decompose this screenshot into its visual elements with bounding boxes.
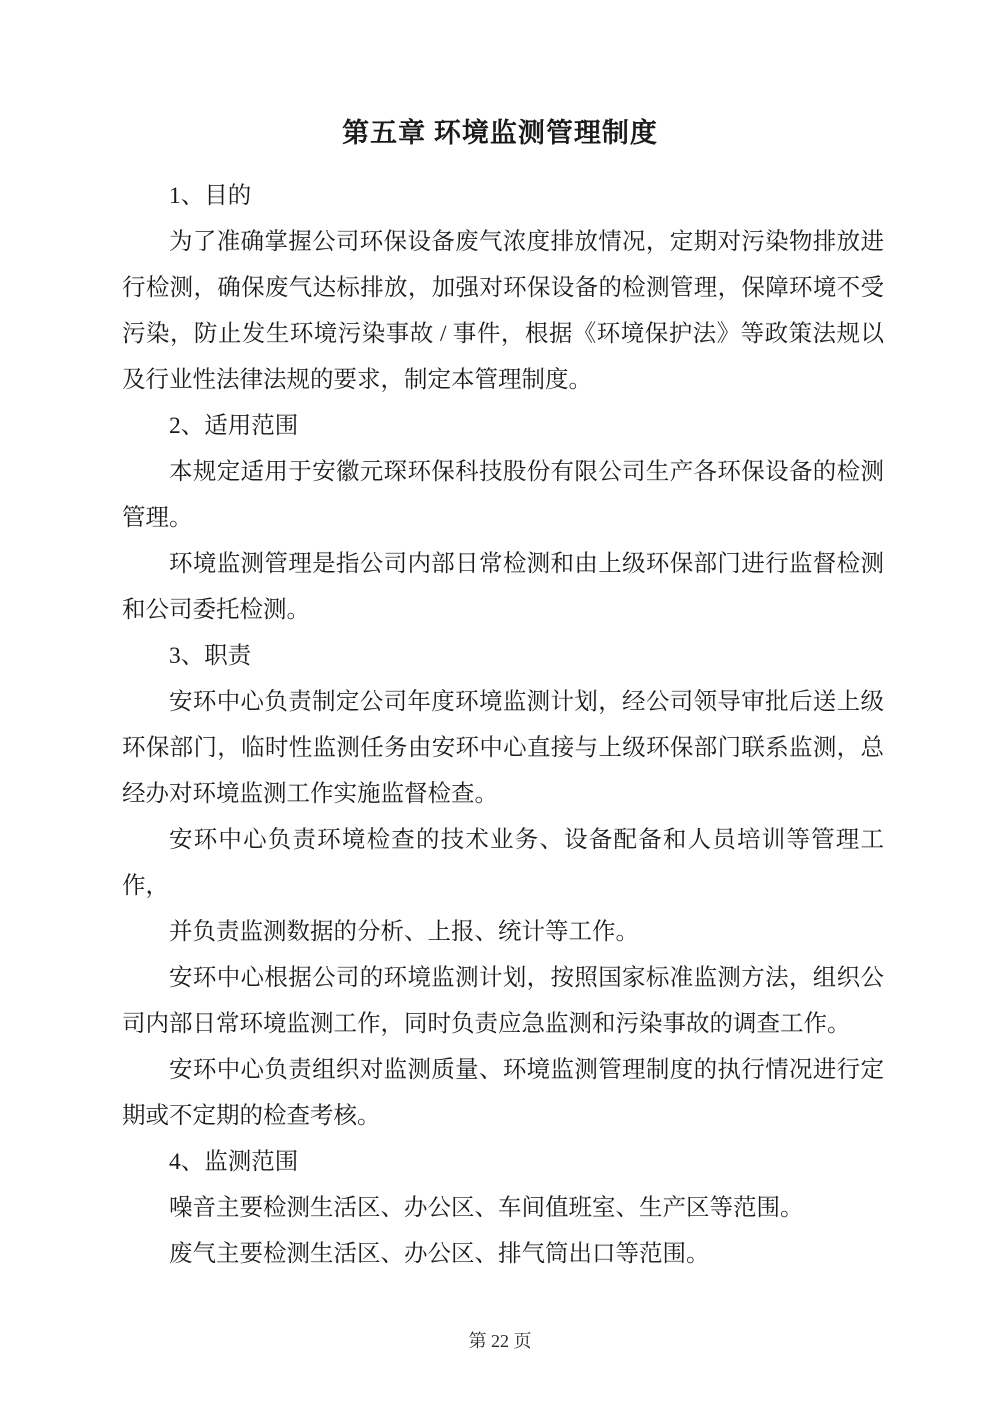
- paragraph: 安环中心负责环境检查的技术业务、设备配备和人员培训等管理工作，: [122, 827, 884, 899]
- paragraph: 噪音主要检测生活区、办公区、车间值班室、生产区等范围。: [169, 1195, 804, 1221]
- paragraph: 安环中心负责制定公司年度环境监测计划，经公司领导审批后送上级环保部门，临时性监测任务由安环中心直接与上级环保部门联系监测，总经办对环境监测工作实施监督检查。: [122, 689, 884, 807]
- page-number: 第 22 页: [468, 1331, 532, 1351]
- paragraph: 安环中心根据公司的环境监测计划，按照国家标准监测方法，组织公司内部日常环境监测工作，同时负责应急监测和污染事故的调查工作。: [122, 965, 884, 1037]
- paragraph: 为了准确掌握公司环保设备废气浓度排放情况，定期对污染物排放进行检测，确保废气达标排放，加强对环保设备的检测管理，保障环境不受污染，防止发生环境污染事故 / 事件，根据《环境保护法》等政策法规以及行业性法律法规的要求，制定本管理制度。: [122, 229, 884, 393]
- paragraph: 并负责监测数据的分析、上报、统计等工作。: [169, 919, 639, 945]
- chapter-title: 第五章 环境监测管理制度: [342, 118, 658, 148]
- section-heading-scope: 2、适用范围: [169, 413, 299, 439]
- paragraph: 废气主要检测生活区、办公区、排气筒出口等范围。: [169, 1241, 710, 1267]
- paragraph: 本规定适用于安徽元琛环保科技股份有限公司生产各环保设备的检测管理。: [122, 459, 884, 531]
- section-heading-monitoring-range: 4、监测范围: [169, 1149, 299, 1175]
- document-body: [0, 154, 1000, 1277]
- paragraph: 环境监测管理是指公司内部日常检测和由上级环保部门进行监督检测和公司委托检测。: [122, 551, 884, 623]
- section-heading-responsibilities: 3、职责: [169, 643, 252, 669]
- section-heading-purpose: 1、目的: [169, 183, 252, 209]
- paragraph: 安环中心负责组织对监测质量、环境监测管理制度的执行情况进行定期或不定期的检查考核。: [122, 1057, 884, 1129]
